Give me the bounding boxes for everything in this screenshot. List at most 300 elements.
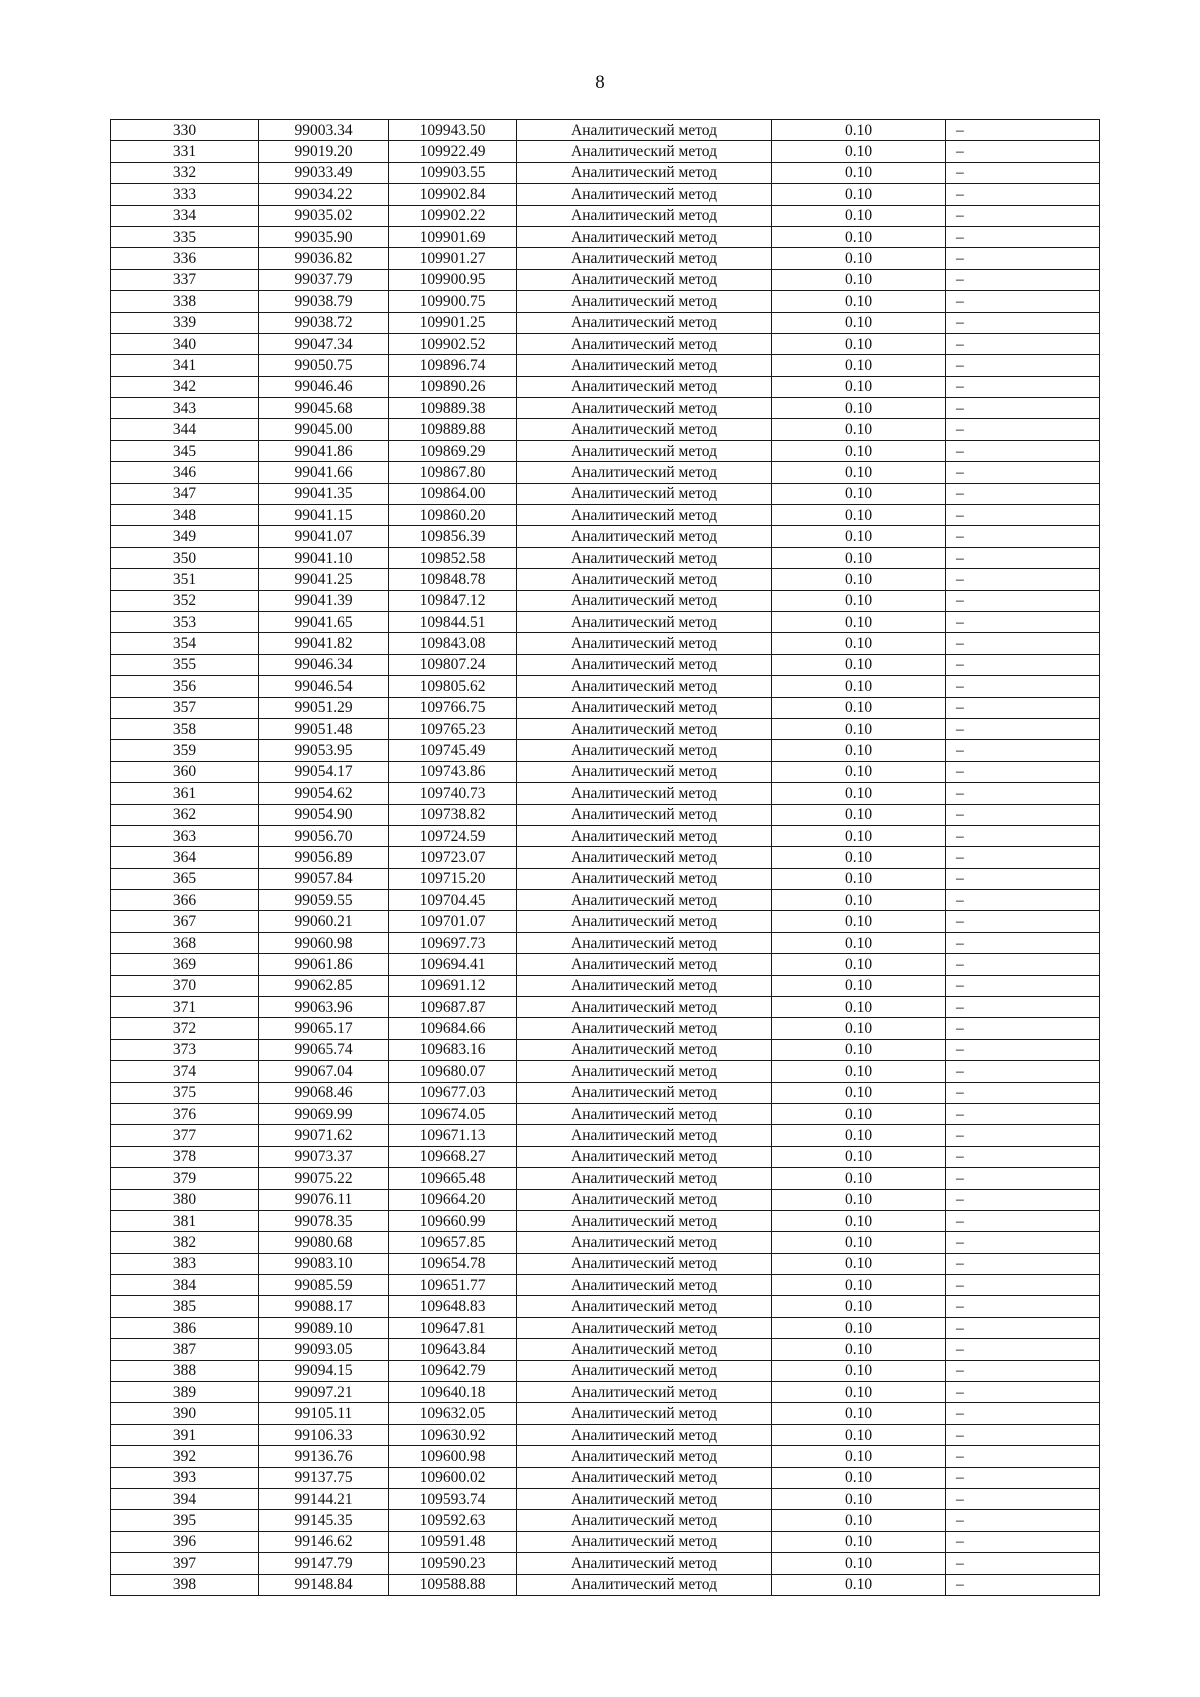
- table-row: [111, 890, 1100, 911]
- y-coordinate-cell: 109724.59: [389, 825, 517, 846]
- note-cell: –: [946, 1510, 1100, 1531]
- x-coordinate-cell: 99065.17: [259, 1018, 389, 1039]
- point-number-cell: 380: [111, 1189, 259, 1210]
- y-coordinate-cell: 109600.02: [389, 1467, 517, 1488]
- table-row: [111, 291, 1100, 312]
- x-coordinate-cell: 99041.25: [259, 569, 389, 590]
- method-cell: Аналитический метод: [517, 740, 772, 761]
- point-number-cell: 354: [111, 633, 259, 654]
- method-cell: Аналитический метод: [517, 1189, 772, 1210]
- note-cell: –: [946, 1275, 1100, 1296]
- note-cell: –: [946, 419, 1100, 440]
- accuracy-cell: 0.10: [772, 804, 946, 825]
- y-coordinate-cell: 109900.95: [389, 269, 517, 290]
- accuracy-cell: 0.10: [772, 1467, 946, 1488]
- table-row: [111, 333, 1100, 354]
- y-coordinate-cell: 109701.07: [389, 911, 517, 932]
- y-coordinate-cell: 109901.27: [389, 248, 517, 269]
- accuracy-cell: 0.10: [772, 761, 946, 782]
- point-number-cell: 342: [111, 376, 259, 397]
- table-row: [111, 633, 1100, 654]
- x-coordinate-cell: 99078.35: [259, 1210, 389, 1231]
- accuracy-cell: 0.10: [772, 932, 946, 953]
- y-coordinate-cell: 109657.85: [389, 1232, 517, 1253]
- note-cell: –: [946, 975, 1100, 996]
- method-cell: Аналитический метод: [517, 1082, 772, 1103]
- y-coordinate-cell: 109660.99: [389, 1210, 517, 1231]
- method-cell: Аналитический метод: [517, 911, 772, 932]
- y-coordinate-cell: 109805.62: [389, 676, 517, 697]
- table-row: [111, 462, 1100, 483]
- method-cell: Аналитический метод: [517, 1253, 772, 1274]
- note-cell: –: [946, 141, 1100, 162]
- y-coordinate-cell: 109704.45: [389, 890, 517, 911]
- y-coordinate-cell: 109592.63: [389, 1510, 517, 1531]
- y-coordinate-cell: 109687.87: [389, 997, 517, 1018]
- table-row: [111, 376, 1100, 397]
- point-number-cell: 389: [111, 1382, 259, 1403]
- note-cell: –: [946, 804, 1100, 825]
- table-row: [111, 205, 1100, 226]
- accuracy-cell: 0.10: [772, 1489, 946, 1510]
- point-number-cell: 341: [111, 355, 259, 376]
- note-cell: –: [946, 954, 1100, 975]
- point-number-cell: 353: [111, 611, 259, 632]
- point-number-cell: 388: [111, 1360, 259, 1381]
- point-number-cell: 346: [111, 462, 259, 483]
- note-cell: –: [946, 1061, 1100, 1082]
- note-cell: –: [946, 440, 1100, 461]
- accuracy-cell: 0.10: [772, 226, 946, 247]
- y-coordinate-cell: 109738.82: [389, 804, 517, 825]
- table-row: [111, 1467, 1100, 1488]
- point-number-cell: 382: [111, 1232, 259, 1253]
- point-number-cell: 340: [111, 333, 259, 354]
- table-row: [111, 1424, 1100, 1445]
- note-cell: –: [946, 1553, 1100, 1574]
- point-number-cell: 397: [111, 1553, 259, 1574]
- method-cell: Аналитический метод: [517, 1232, 772, 1253]
- x-coordinate-cell: 99036.82: [259, 248, 389, 269]
- note-cell: –: [946, 120, 1100, 141]
- table-row: [111, 911, 1100, 932]
- point-number-cell: 358: [111, 718, 259, 739]
- y-coordinate-cell: 109715.20: [389, 868, 517, 889]
- method-cell: Аналитический метод: [517, 547, 772, 568]
- table-row: [111, 697, 1100, 718]
- note-cell: –: [946, 1103, 1100, 1124]
- method-cell: Аналитический метод: [517, 1467, 772, 1488]
- point-number-cell: 395: [111, 1510, 259, 1531]
- note-cell: –: [946, 1403, 1100, 1424]
- method-cell: Аналитический метод: [517, 633, 772, 654]
- accuracy-cell: 0.10: [772, 1253, 946, 1274]
- method-cell: Аналитический метод: [517, 312, 772, 333]
- y-coordinate-cell: 109856.39: [389, 526, 517, 547]
- point-number-cell: 361: [111, 783, 259, 804]
- y-coordinate-cell: 109765.23: [389, 718, 517, 739]
- y-coordinate-cell: 109807.24: [389, 654, 517, 675]
- table-row: [111, 312, 1100, 333]
- method-cell: Аналитический метод: [517, 1103, 772, 1124]
- note-cell: –: [946, 590, 1100, 611]
- y-coordinate-cell: 109723.07: [389, 847, 517, 868]
- method-cell: Аналитический метод: [517, 611, 772, 632]
- y-coordinate-cell: 109766.75: [389, 697, 517, 718]
- accuracy-cell: 0.10: [772, 654, 946, 675]
- method-cell: Аналитический метод: [517, 997, 772, 1018]
- point-number-cell: 369: [111, 954, 259, 975]
- accuracy-cell: 0.10: [772, 462, 946, 483]
- note-cell: –: [946, 162, 1100, 183]
- accuracy-cell: 0.10: [772, 483, 946, 504]
- note-cell: –: [946, 1168, 1100, 1189]
- method-cell: Аналитический метод: [517, 890, 772, 911]
- x-coordinate-cell: 99037.79: [259, 269, 389, 290]
- point-number-cell: 385: [111, 1296, 259, 1317]
- note-cell: –: [946, 1382, 1100, 1403]
- note-cell: –: [946, 1339, 1100, 1360]
- table-row: [111, 954, 1100, 975]
- note-cell: –: [946, 932, 1100, 953]
- x-coordinate-cell: 99094.15: [259, 1360, 389, 1381]
- accuracy-cell: 0.10: [772, 633, 946, 654]
- x-coordinate-cell: 99061.86: [259, 954, 389, 975]
- y-coordinate-cell: 109943.50: [389, 120, 517, 141]
- accuracy-cell: 0.10: [772, 1360, 946, 1381]
- table-row: [111, 184, 1100, 205]
- method-cell: Аналитический метод: [517, 269, 772, 290]
- x-coordinate-cell: 99085.59: [259, 1275, 389, 1296]
- table-row: [111, 269, 1100, 290]
- point-number-cell: 348: [111, 505, 259, 526]
- x-coordinate-cell: 99041.65: [259, 611, 389, 632]
- table-row: [111, 654, 1100, 675]
- accuracy-cell: 0.10: [772, 1210, 946, 1231]
- y-coordinate-cell: 109890.26: [389, 376, 517, 397]
- point-number-cell: 344: [111, 419, 259, 440]
- accuracy-cell: 0.10: [772, 141, 946, 162]
- x-coordinate-cell: 99046.34: [259, 654, 389, 675]
- x-coordinate-cell: 99147.79: [259, 1553, 389, 1574]
- point-number-cell: 357: [111, 697, 259, 718]
- table-row: [111, 1210, 1100, 1231]
- table-row: [111, 162, 1100, 183]
- point-number-cell: 387: [111, 1339, 259, 1360]
- point-number-cell: 375: [111, 1082, 259, 1103]
- note-cell: –: [946, 269, 1100, 290]
- accuracy-cell: 0.10: [772, 1531, 946, 1552]
- y-coordinate-cell: 109902.52: [389, 333, 517, 354]
- accuracy-cell: 0.10: [772, 911, 946, 932]
- method-cell: Аналитический метод: [517, 1553, 772, 1574]
- table-row: [111, 1232, 1100, 1253]
- table-row: [111, 868, 1100, 889]
- method-cell: Аналитический метод: [517, 761, 772, 782]
- point-number-cell: 393: [111, 1467, 259, 1488]
- table-row: [111, 1275, 1100, 1296]
- method-cell: Аналитический метод: [517, 162, 772, 183]
- point-number-cell: 398: [111, 1574, 259, 1595]
- y-coordinate-cell: 109903.55: [389, 162, 517, 183]
- accuracy-cell: 0.10: [772, 269, 946, 290]
- accuracy-cell: 0.10: [772, 526, 946, 547]
- accuracy-cell: 0.10: [772, 162, 946, 183]
- table-row: [111, 761, 1100, 782]
- accuracy-cell: 0.10: [772, 1189, 946, 1210]
- x-coordinate-cell: 99041.82: [259, 633, 389, 654]
- accuracy-cell: 0.10: [772, 997, 946, 1018]
- table-row: [111, 1489, 1100, 1510]
- note-cell: –: [946, 1531, 1100, 1552]
- note-cell: –: [946, 1039, 1100, 1060]
- accuracy-cell: 0.10: [772, 1574, 946, 1595]
- accuracy-cell: 0.10: [772, 1510, 946, 1531]
- point-number-cell: 386: [111, 1317, 259, 1338]
- y-coordinate-cell: 109896.74: [389, 355, 517, 376]
- point-number-cell: 339: [111, 312, 259, 333]
- x-coordinate-cell: 99060.98: [259, 932, 389, 953]
- note-cell: –: [946, 355, 1100, 376]
- x-coordinate-cell: 99137.75: [259, 1467, 389, 1488]
- y-coordinate-cell: 109843.08: [389, 633, 517, 654]
- x-coordinate-cell: 99060.21: [259, 911, 389, 932]
- x-coordinate-cell: 99053.95: [259, 740, 389, 761]
- method-cell: Аналитический метод: [517, 1531, 772, 1552]
- method-cell: Аналитический метод: [517, 483, 772, 504]
- y-coordinate-cell: 109901.69: [389, 226, 517, 247]
- note-cell: –: [946, 654, 1100, 675]
- y-coordinate-cell: 109680.07: [389, 1061, 517, 1082]
- method-cell: Аналитический метод: [517, 1574, 772, 1595]
- table-row: [111, 825, 1100, 846]
- y-coordinate-cell: 109900.75: [389, 291, 517, 312]
- method-cell: Аналитический метод: [517, 226, 772, 247]
- method-cell: Аналитический метод: [517, 590, 772, 611]
- point-number-cell: 360: [111, 761, 259, 782]
- method-cell: Аналитический метод: [517, 1424, 772, 1445]
- x-coordinate-cell: 99059.55: [259, 890, 389, 911]
- table-row: [111, 248, 1100, 269]
- method-cell: Аналитический метод: [517, 120, 772, 141]
- point-number-cell: 378: [111, 1146, 259, 1167]
- table-row: [111, 1531, 1100, 1552]
- method-cell: Аналитический метод: [517, 205, 772, 226]
- note-cell: –: [946, 697, 1100, 718]
- x-coordinate-cell: 99136.76: [259, 1446, 389, 1467]
- method-cell: Аналитический метод: [517, 1510, 772, 1531]
- method-cell: Аналитический метод: [517, 868, 772, 889]
- method-cell: Аналитический метод: [517, 376, 772, 397]
- accuracy-cell: 0.10: [772, 291, 946, 312]
- point-number-cell: 345: [111, 440, 259, 461]
- method-cell: Аналитический метод: [517, 1125, 772, 1146]
- x-coordinate-cell: 99045.68: [259, 398, 389, 419]
- note-cell: –: [946, 1146, 1100, 1167]
- accuracy-cell: 0.10: [772, 1317, 946, 1338]
- accuracy-cell: 0.10: [772, 1232, 946, 1253]
- method-cell: Аналитический метод: [517, 355, 772, 376]
- method-cell: Аналитический метод: [517, 1168, 772, 1189]
- x-coordinate-cell: 99046.54: [259, 676, 389, 697]
- note-cell: –: [946, 226, 1100, 247]
- table-row: [111, 483, 1100, 504]
- x-coordinate-cell: 99146.62: [259, 1531, 389, 1552]
- x-coordinate-cell: 99073.37: [259, 1146, 389, 1167]
- accuracy-cell: 0.10: [772, 783, 946, 804]
- x-coordinate-cell: 99038.79: [259, 291, 389, 312]
- accuracy-cell: 0.10: [772, 697, 946, 718]
- point-number-cell: 394: [111, 1489, 259, 1510]
- accuracy-cell: 0.10: [772, 1553, 946, 1574]
- method-cell: Аналитический метод: [517, 526, 772, 547]
- method-cell: Аналитический метод: [517, 847, 772, 868]
- y-coordinate-cell: 109684.66: [389, 1018, 517, 1039]
- y-coordinate-cell: 109671.13: [389, 1125, 517, 1146]
- table-row: [111, 783, 1100, 804]
- accuracy-cell: 0.10: [772, 120, 946, 141]
- y-coordinate-cell: 109664.20: [389, 1189, 517, 1210]
- accuracy-cell: 0.10: [772, 547, 946, 568]
- point-number-cell: 363: [111, 825, 259, 846]
- y-coordinate-cell: 109901.25: [389, 312, 517, 333]
- x-coordinate-cell: 99075.22: [259, 1168, 389, 1189]
- x-coordinate-cell: 99097.21: [259, 1382, 389, 1403]
- table-row: [111, 1018, 1100, 1039]
- x-coordinate-cell: 99051.48: [259, 718, 389, 739]
- note-cell: –: [946, 376, 1100, 397]
- table-row: [111, 1553, 1100, 1574]
- accuracy-cell: 0.10: [772, 1382, 946, 1403]
- y-coordinate-cell: 109642.79: [389, 1360, 517, 1381]
- accuracy-cell: 0.10: [772, 1168, 946, 1189]
- x-coordinate-cell: 99033.49: [259, 162, 389, 183]
- table-row: [111, 398, 1100, 419]
- table-row: [111, 141, 1100, 162]
- y-coordinate-cell: 109740.73: [389, 783, 517, 804]
- method-cell: Аналитический метод: [517, 419, 772, 440]
- x-coordinate-cell: 99047.34: [259, 333, 389, 354]
- table-row: [111, 547, 1100, 568]
- point-number-cell: 390: [111, 1403, 259, 1424]
- method-cell: Аналитический метод: [517, 248, 772, 269]
- accuracy-cell: 0.10: [772, 890, 946, 911]
- y-coordinate-cell: 109848.78: [389, 569, 517, 590]
- x-coordinate-cell: 99067.04: [259, 1061, 389, 1082]
- table-row: [111, 1317, 1100, 1338]
- note-cell: –: [946, 1232, 1100, 1253]
- table-row: [111, 847, 1100, 868]
- y-coordinate-cell: 109674.05: [389, 1103, 517, 1124]
- table-row: [111, 1510, 1100, 1531]
- y-coordinate-cell: 109902.22: [389, 205, 517, 226]
- y-coordinate-cell: 109864.00: [389, 483, 517, 504]
- method-cell: Аналитический метод: [517, 505, 772, 526]
- note-cell: –: [946, 718, 1100, 739]
- method-cell: Аналитический метод: [517, 932, 772, 953]
- method-cell: Аналитический метод: [517, 975, 772, 996]
- x-coordinate-cell: 99041.66: [259, 462, 389, 483]
- table-row: [111, 1339, 1100, 1360]
- table-row: [111, 440, 1100, 461]
- method-cell: Аналитический метод: [517, 1061, 772, 1082]
- point-number-cell: 372: [111, 1018, 259, 1039]
- note-cell: –: [946, 1574, 1100, 1595]
- y-coordinate-cell: 109889.88: [389, 419, 517, 440]
- table-row: [111, 932, 1100, 953]
- method-cell: Аналитический метод: [517, 1446, 772, 1467]
- table-row: [111, 590, 1100, 611]
- point-number-cell: 330: [111, 120, 259, 141]
- table-row: [111, 505, 1100, 526]
- note-cell: –: [946, 547, 1100, 568]
- y-coordinate-cell: 109691.12: [389, 975, 517, 996]
- x-coordinate-cell: 99057.84: [259, 868, 389, 889]
- accuracy-cell: 0.10: [772, 184, 946, 205]
- y-coordinate-cell: 109852.58: [389, 547, 517, 568]
- note-cell: –: [946, 1018, 1100, 1039]
- note-cell: –: [946, 1467, 1100, 1488]
- note-cell: –: [946, 911, 1100, 932]
- note-cell: –: [946, 847, 1100, 868]
- method-cell: Аналитический метод: [517, 1403, 772, 1424]
- y-coordinate-cell: 109632.05: [389, 1403, 517, 1424]
- x-coordinate-cell: 99071.62: [259, 1125, 389, 1146]
- x-coordinate-cell: 99050.75: [259, 355, 389, 376]
- point-number-cell: 367: [111, 911, 259, 932]
- method-cell: Аналитический метод: [517, 440, 772, 461]
- y-coordinate-cell: 109860.20: [389, 505, 517, 526]
- x-coordinate-cell: 99080.68: [259, 1232, 389, 1253]
- note-cell: –: [946, 184, 1100, 205]
- x-coordinate-cell: 99038.72: [259, 312, 389, 333]
- note-cell: –: [946, 1210, 1100, 1231]
- accuracy-cell: 0.10: [772, 975, 946, 996]
- point-number-cell: 376: [111, 1103, 259, 1124]
- table-row: [111, 1082, 1100, 1103]
- x-coordinate-cell: 99035.90: [259, 226, 389, 247]
- accuracy-cell: 0.10: [772, 1082, 946, 1103]
- method-cell: Аналитический метод: [517, 141, 772, 162]
- y-coordinate-cell: 109590.23: [389, 1553, 517, 1574]
- y-coordinate-cell: 109745.49: [389, 740, 517, 761]
- accuracy-cell: 0.10: [772, 505, 946, 526]
- method-cell: Аналитический метод: [517, 184, 772, 205]
- accuracy-cell: 0.10: [772, 419, 946, 440]
- note-cell: –: [946, 1253, 1100, 1274]
- accuracy-cell: 0.10: [772, 355, 946, 376]
- point-number-cell: 365: [111, 868, 259, 889]
- table-row: [111, 1125, 1100, 1146]
- table-row: [111, 1039, 1100, 1060]
- x-coordinate-cell: 99041.39: [259, 590, 389, 611]
- x-coordinate-cell: 99041.35: [259, 483, 389, 504]
- accuracy-cell: 0.10: [772, 611, 946, 632]
- point-number-cell: 379: [111, 1168, 259, 1189]
- table-row: [111, 1446, 1100, 1467]
- table-row: [111, 1103, 1100, 1124]
- point-number-cell: 349: [111, 526, 259, 547]
- y-coordinate-cell: 109588.88: [389, 1574, 517, 1595]
- point-number-cell: 332: [111, 162, 259, 183]
- x-coordinate-cell: 99041.15: [259, 505, 389, 526]
- accuracy-cell: 0.10: [772, 847, 946, 868]
- note-cell: –: [946, 505, 1100, 526]
- note-cell: –: [946, 312, 1100, 333]
- y-coordinate-cell: 109694.41: [389, 954, 517, 975]
- point-number-cell: 364: [111, 847, 259, 868]
- table-row: [111, 676, 1100, 697]
